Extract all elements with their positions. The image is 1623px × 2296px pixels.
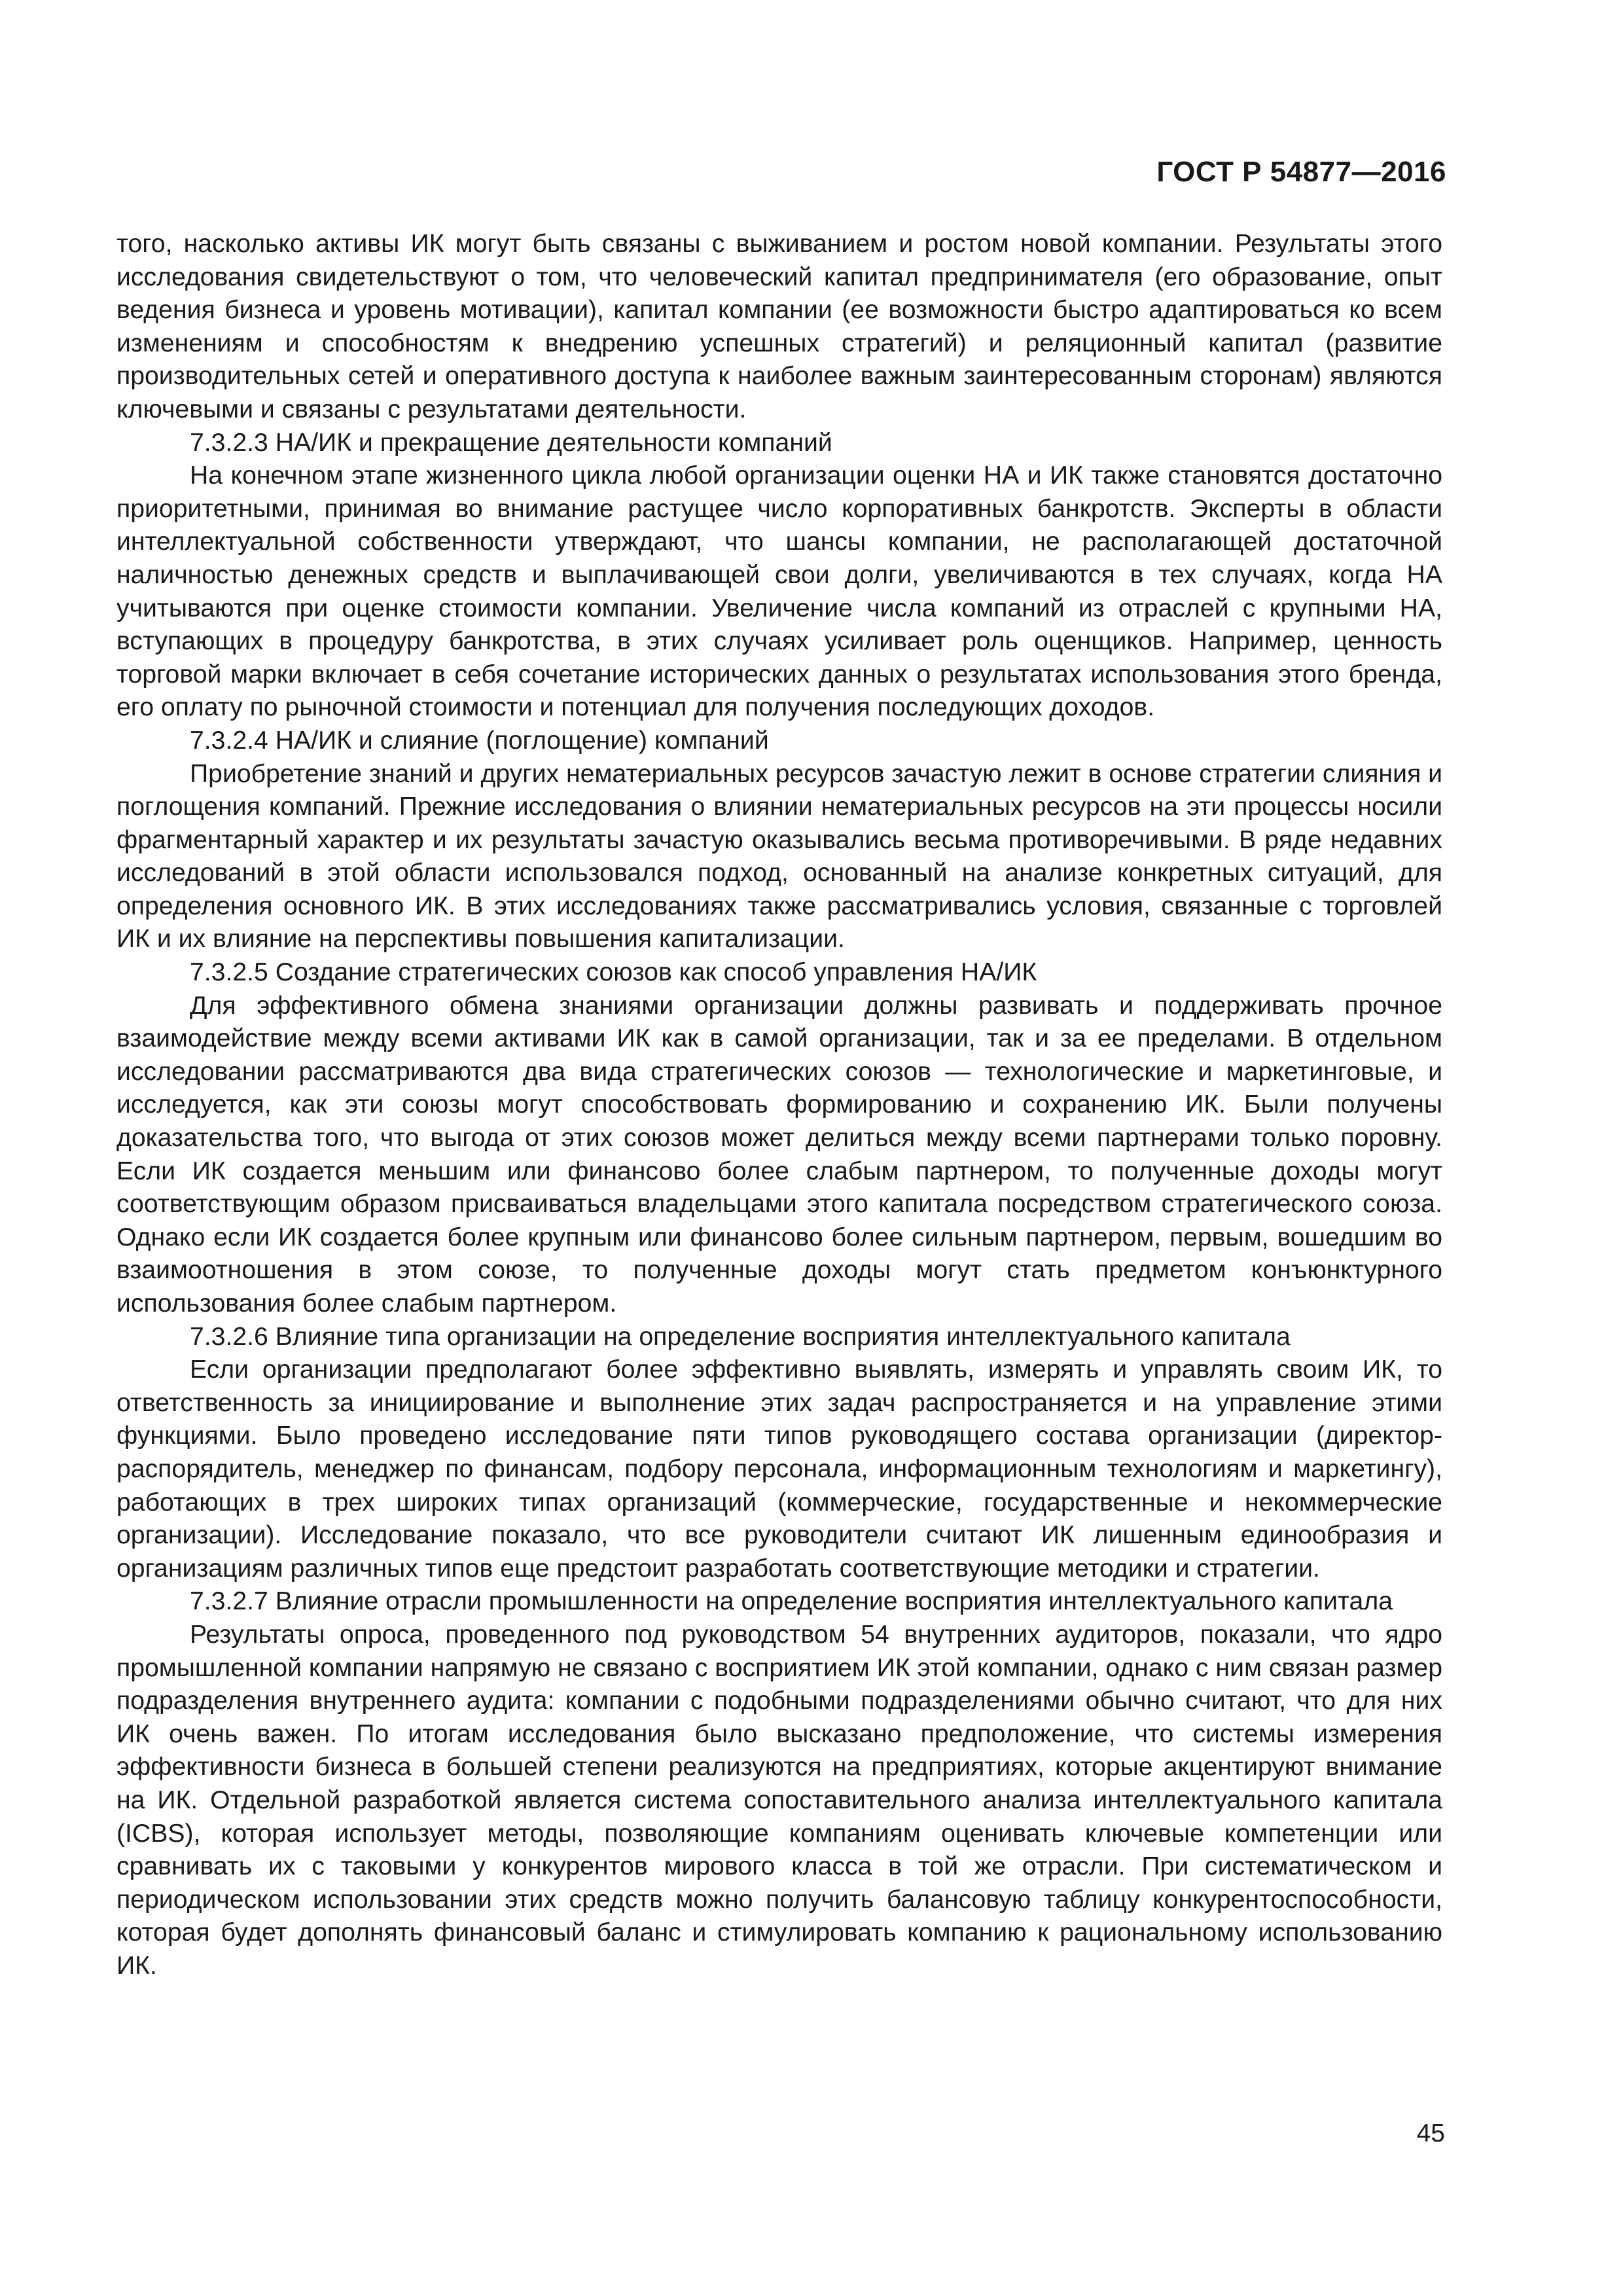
- paragraph: Если организации предполагают более эффективно выявлять, измерять и управлять своим ИК, то ответственность за инициирование и выполнение этих задач распространяется и на управление этими функциями. Было проведено исследование пяти типов руководящего состава организации (директор-распорядитель, менеджер по финансам, подбору персонала, информационным технологиям и маркетингу), работающих в трех широких типах организаций (коммерческие, государственные и некоммерческие организации). Исследование показало, что все руководители считают ИК лишенным единообразия и организациям различных типов еще предстоит разработать соответствующие методики и стратегии.: [116, 1355, 1442, 1583]
- body-text: [116, 228, 1442, 1982]
- section-heading-7-3-2-5: 7.3.2.5 Создание стратегических союзов как способ управления НА/ИК: [190, 958, 1037, 987]
- page-number: 45: [1416, 2119, 1445, 2147]
- paragraph: Для эффективного обмена знаниями организации должны развивать и поддерживать прочное взаимодействие между всеми активами ИК как в самой организации, так и за ее пределами. В отдельном исследовании рассматриваются два вида стратегических союзов — технологические и маркетинговые, и исследуется, как эти союзы могут способствовать формированию и сохранению ИК. Были получены доказательства того, что выгода от этих союзов может делиться между всеми партнерами только поровну. Если ИК создается меньшим или финансово более слабым партнером, то полученные доходы могут соответствующим образом присваиваться владельцами этого капитала посредством стратегического союза. Однако если ИК создается более крупным или финансово более сильным партнером, первым, вошедшим во взаимоотношения в этом союзе, то полученные доходы могут стать предметом конъюнктурного использования более слабым партнером.: [116, 991, 1442, 1318]
- paragraph-continuation: того, насколько активы ИК могут быть связаны с выживанием и ростом новой компании. Результаты этого исследования свидетельствуют о том, что человеческий капитал предпринимателя (его образование, опыт ведения бизнеса и уровень мотивации), капитал компании (ее возможности быстро адаптироваться ко всем изменениям и способностям к внедрению успешных стратегий) и реляционный капитал (развитие производительных сетей и оперативного доступа к наиболее важным заинтересованным сторонам) являются ключевыми и связаны с результатами деятельности.: [116, 230, 1442, 423]
- paragraph: На конечном этапе жизненного цикла любой организации оценки НА и ИК также становятся достаточно приоритетными, принимая во внимание растущее число корпоративных банкротств. Эксперты в области интеллектуальной собственности утверждают, что шансы компании, не располагающей достаточной наличностью денежных средств и выплачивающей свои долги, увеличиваются в тех случаях, когда НА учитываются при оценке стоимости компании. Увеличение числа компаний из отраслей с крупными НА, вступающих в процедуру банкротства, в этих случаях усиливает роль оценщиков. Например, ценность торговой марки включает в себя сочетание исторических данных о результатах использования этого бренда, его оплату по рыночной стоимости и потенциал для получения последующих доходов.: [116, 461, 1442, 722]
- paragraph: Результаты опроса, проведенного под руководством 54 внутренних аудиторов, показали, что ядро промышленной компании напрямую не связано с восприятием ИК этой компании, однако с ним связан размер подразделения внутреннего аудита: компании с подобными подразделениями обычно считают, что для них ИК очень важен. По итогам исследования было высказано предположение, что системы измерения эффективности бизнеса в большей степени реализуются на предприятиях, которые акцентируют внимание на ИК. Отдельной разработкой является система сопоставительного анализа интеллектуального капитала (ICBS), которая использует методы, позволяющие компаниям оценивать ключевые компетенции или сравнивать их с таковыми у конкурентов мирового класса в той же отрасли. При систематическом и периодическом использовании этих средств можно получить балансовую таблицу конкурентоспособности, которая будет дополнять финансовый баланс и стимулировать компанию к рациональному использованию ИК.: [116, 1620, 1442, 1980]
- section-heading-7-3-2-4: 7.3.2.4 НА/ИК и слияние (поглощение) компаний: [190, 726, 769, 755]
- section-heading-7-3-2-7: 7.3.2.7 Влияние отрасли промышленности на определение восприятия интеллектуального капитала: [190, 1587, 1393, 1616]
- section-heading-7-3-2-3: 7.3.2.3 НА/ИК и прекращение деятельности компаний: [190, 428, 832, 457]
- paragraph: Приобретение знаний и других нематериальных ресурсов зачастую лежит в основе стратегии слияния и поглощения компаний. Прежние исследования о влиянии нематериальных ресурсов на эти процессы носили фрагментарный характер и их результаты зачастую оказывались весьма противоречивыми. В ряде недавних исследований в этой области использовался подход, основанный на анализе конкретных ситуаций, для определения основного ИК. В этих исследованиях также рассматривались условия, связанные с торговлей ИК и их влияние на перспективы повышения капитализации.: [116, 759, 1442, 954]
- document-code-header: ГОСТ Р 54877—2016: [1156, 156, 1446, 188]
- section-heading-7-3-2-6: 7.3.2.6 Влияние типа организации на определение восприятия интеллектуального капитала: [190, 1322, 1291, 1351]
